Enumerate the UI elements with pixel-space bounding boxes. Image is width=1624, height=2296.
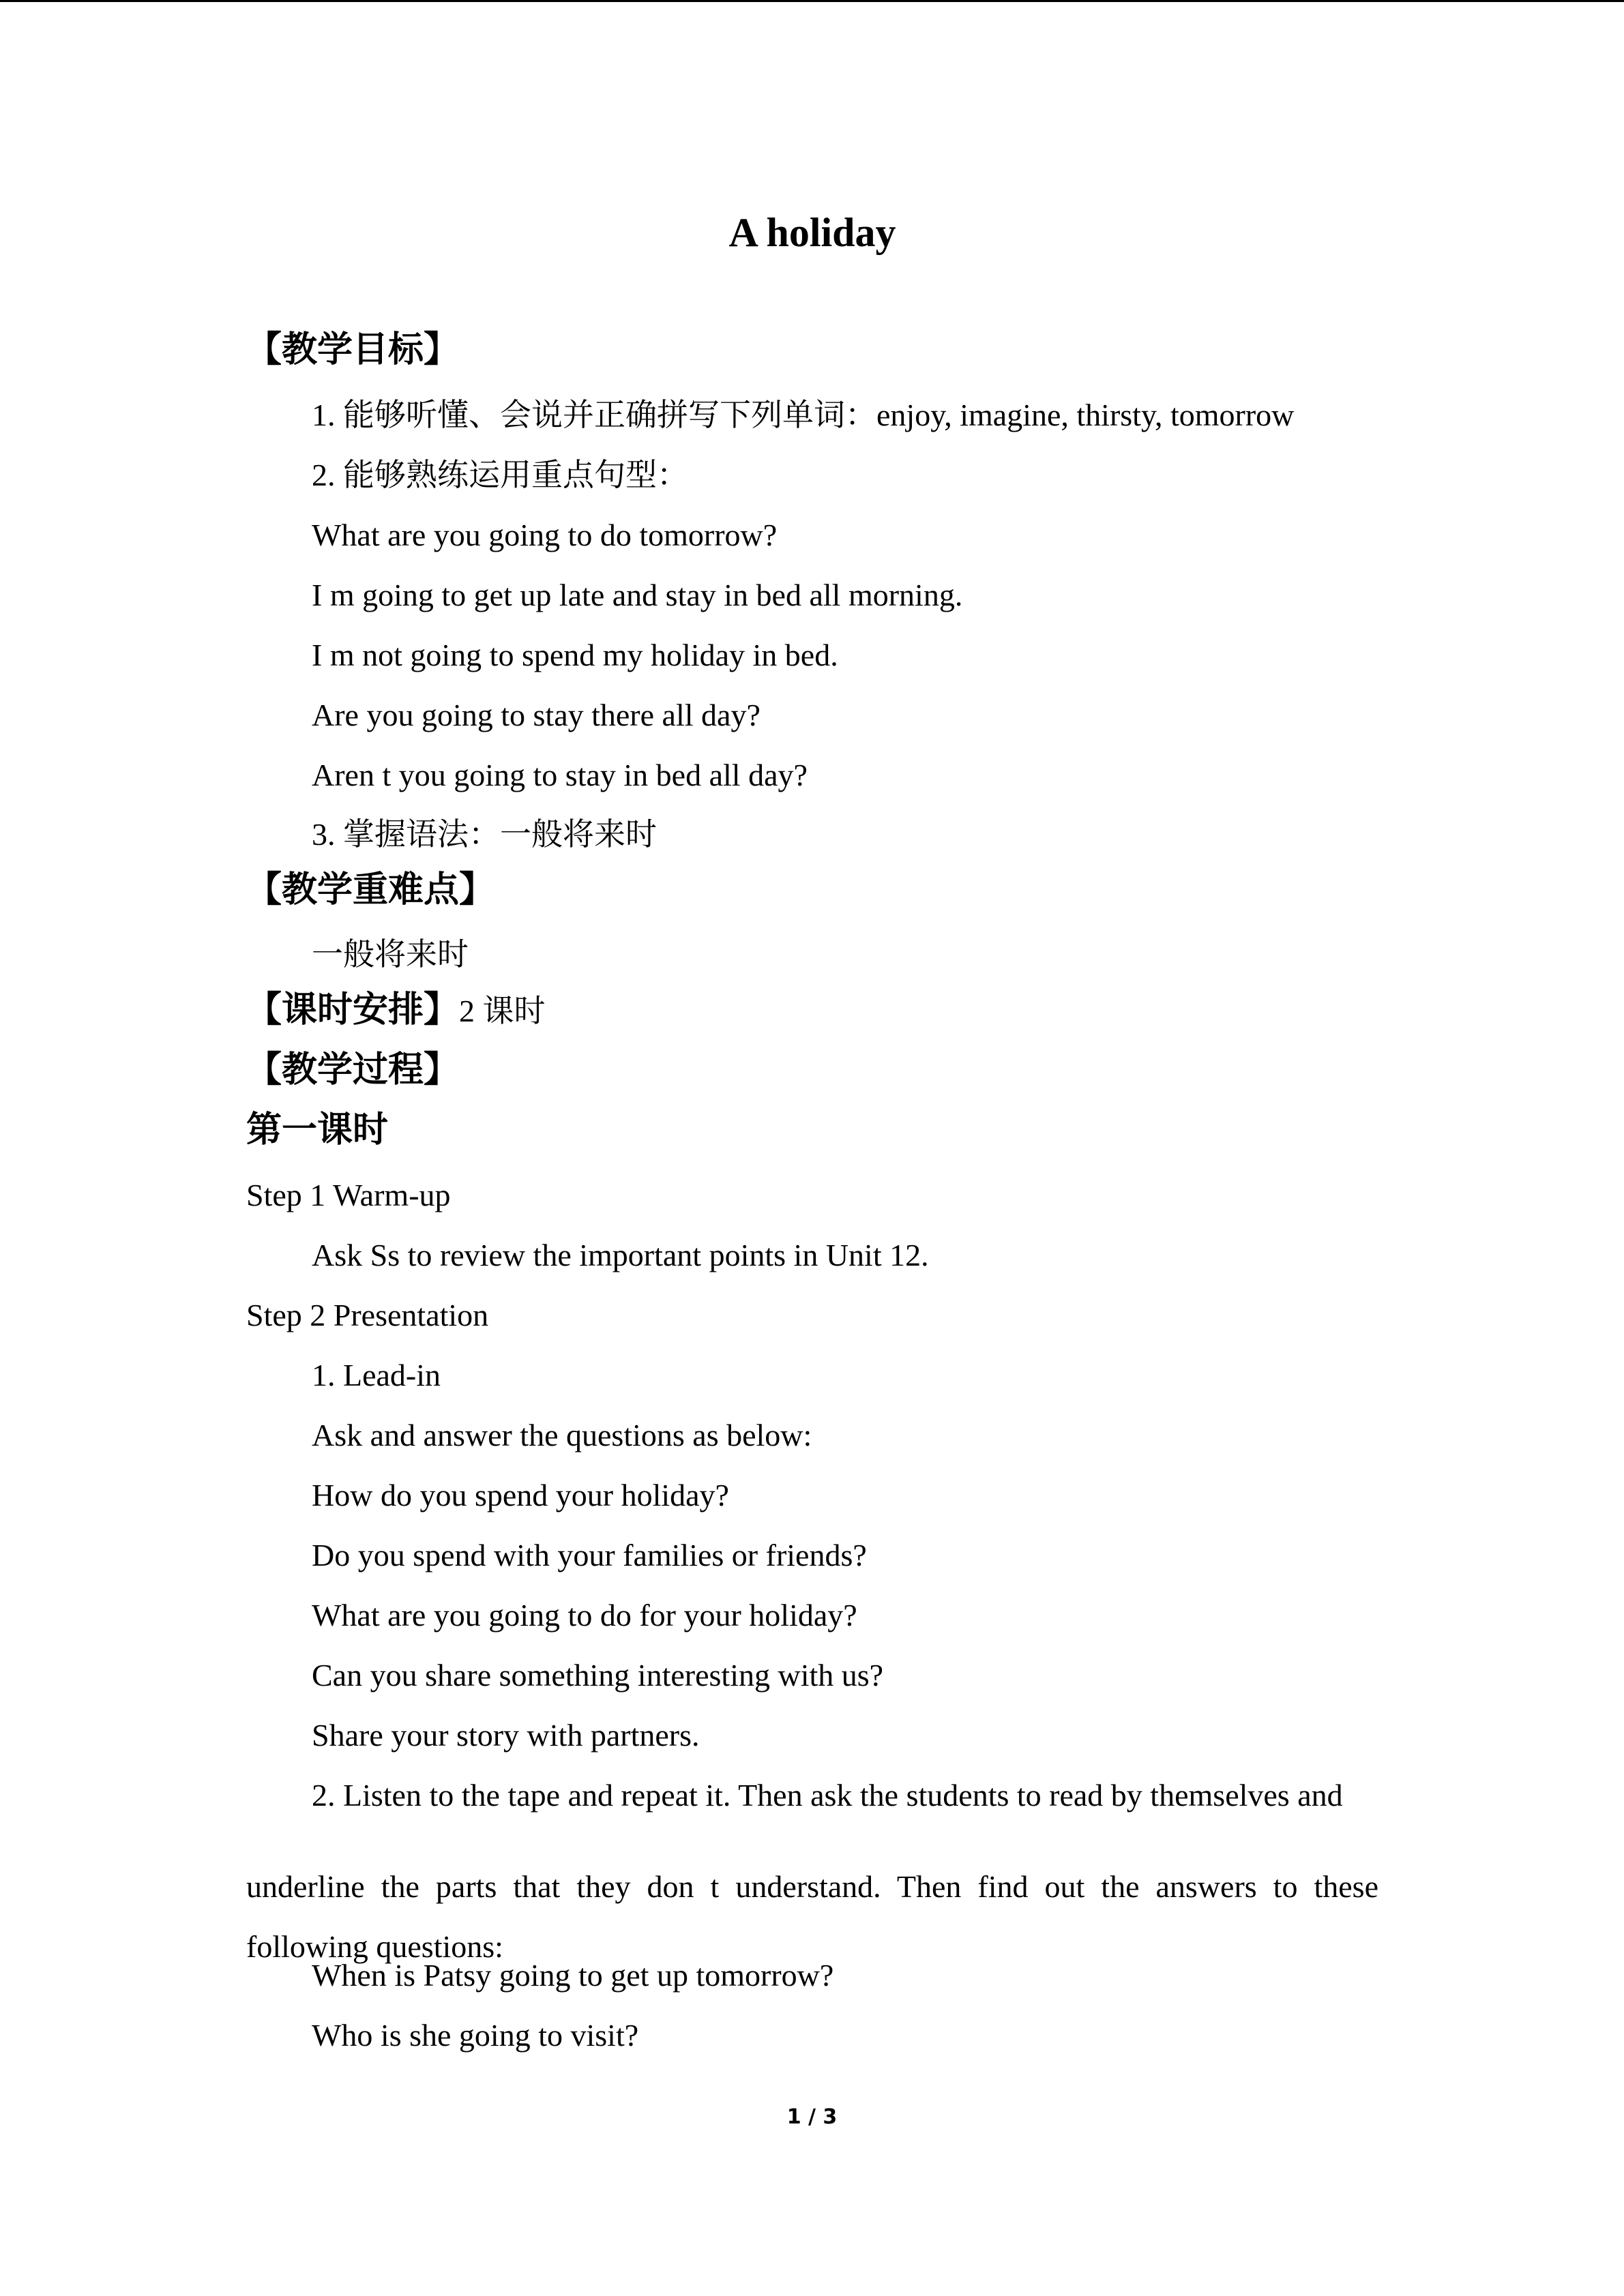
page-title: A holiday — [728, 210, 896, 255]
key-sentence-1: What are you going to do tomorrow? — [312, 518, 778, 552]
step-1-title: Step 1 Warm-up — [246, 1178, 451, 1212]
question-6: When is Patsy going to get up tomorrow? — [312, 1958, 834, 1993]
lesson-1-heading: 第一课时 — [246, 1109, 389, 1150]
objective-item-1: 1. 能够听懂、会说并正确拼写下列单词：enjoy, imagine, thirsty, tomorrow — [312, 398, 1295, 432]
listen-instruction-line-3: following questions: — [246, 1929, 503, 1964]
step-2-title: Step 2 Presentation — [246, 1298, 489, 1332]
objective-item-2: 2. 能够熟练运用重点句型： — [312, 458, 688, 492]
question-4: Can you share something interesting with us? — [312, 1658, 884, 1693]
lead-in-text: Ask and answer the questions as below: — [312, 1418, 812, 1452]
question-1: How do you spend your holiday? — [312, 1478, 729, 1512]
step-1-text: Ask Ss to review the important points in Unit 12. — [312, 1238, 929, 1272]
page-number: 1 / 3 — [786, 2105, 838, 2129]
question-3: What are you going to do for your holiday? — [312, 1598, 857, 1632]
process-heading: 【教学过程】 — [246, 1049, 460, 1090]
key-sentence-4: Are you going to stay there all day? — [312, 698, 761, 732]
key-sentence-3: I m not going to spend my holiday in bed. — [312, 638, 838, 672]
question-2: Do you spend with your families or friends? — [312, 1538, 867, 1572]
objectives-heading: 【教学目标】 — [246, 329, 460, 370]
key-points-text: 一般将来时 — [312, 937, 469, 972]
key-sentence-2: I m going to get up late and stay in bed all morning. — [312, 578, 963, 612]
schedule-heading: 【课时安排】 — [246, 989, 460, 1030]
schedule-text: 2 课时 — [459, 994, 546, 1028]
key-points-heading: 【教学重难点】 — [246, 869, 495, 910]
key-sentence-5: Aren t you going to stay in bed all day? — [312, 758, 808, 792]
listen-instruction-line-2: underline the parts that they don t understand. Then find out the answers to these — [246, 1869, 1378, 1904]
lead-in-title: 1. Lead-in — [312, 1358, 441, 1392]
question-7: Who is she going to visit? — [312, 2018, 639, 2053]
schedule-line — [246, 989, 546, 1032]
listen-instruction-line-1: 2. Listen to the tape and repeat it. Then ask the students to read by themselves and — [312, 1778, 1343, 1813]
question-5: Share your story with partners. — [312, 1718, 700, 1753]
objective-item-3: 3. 掌握语法：一般将来时 — [312, 817, 657, 852]
